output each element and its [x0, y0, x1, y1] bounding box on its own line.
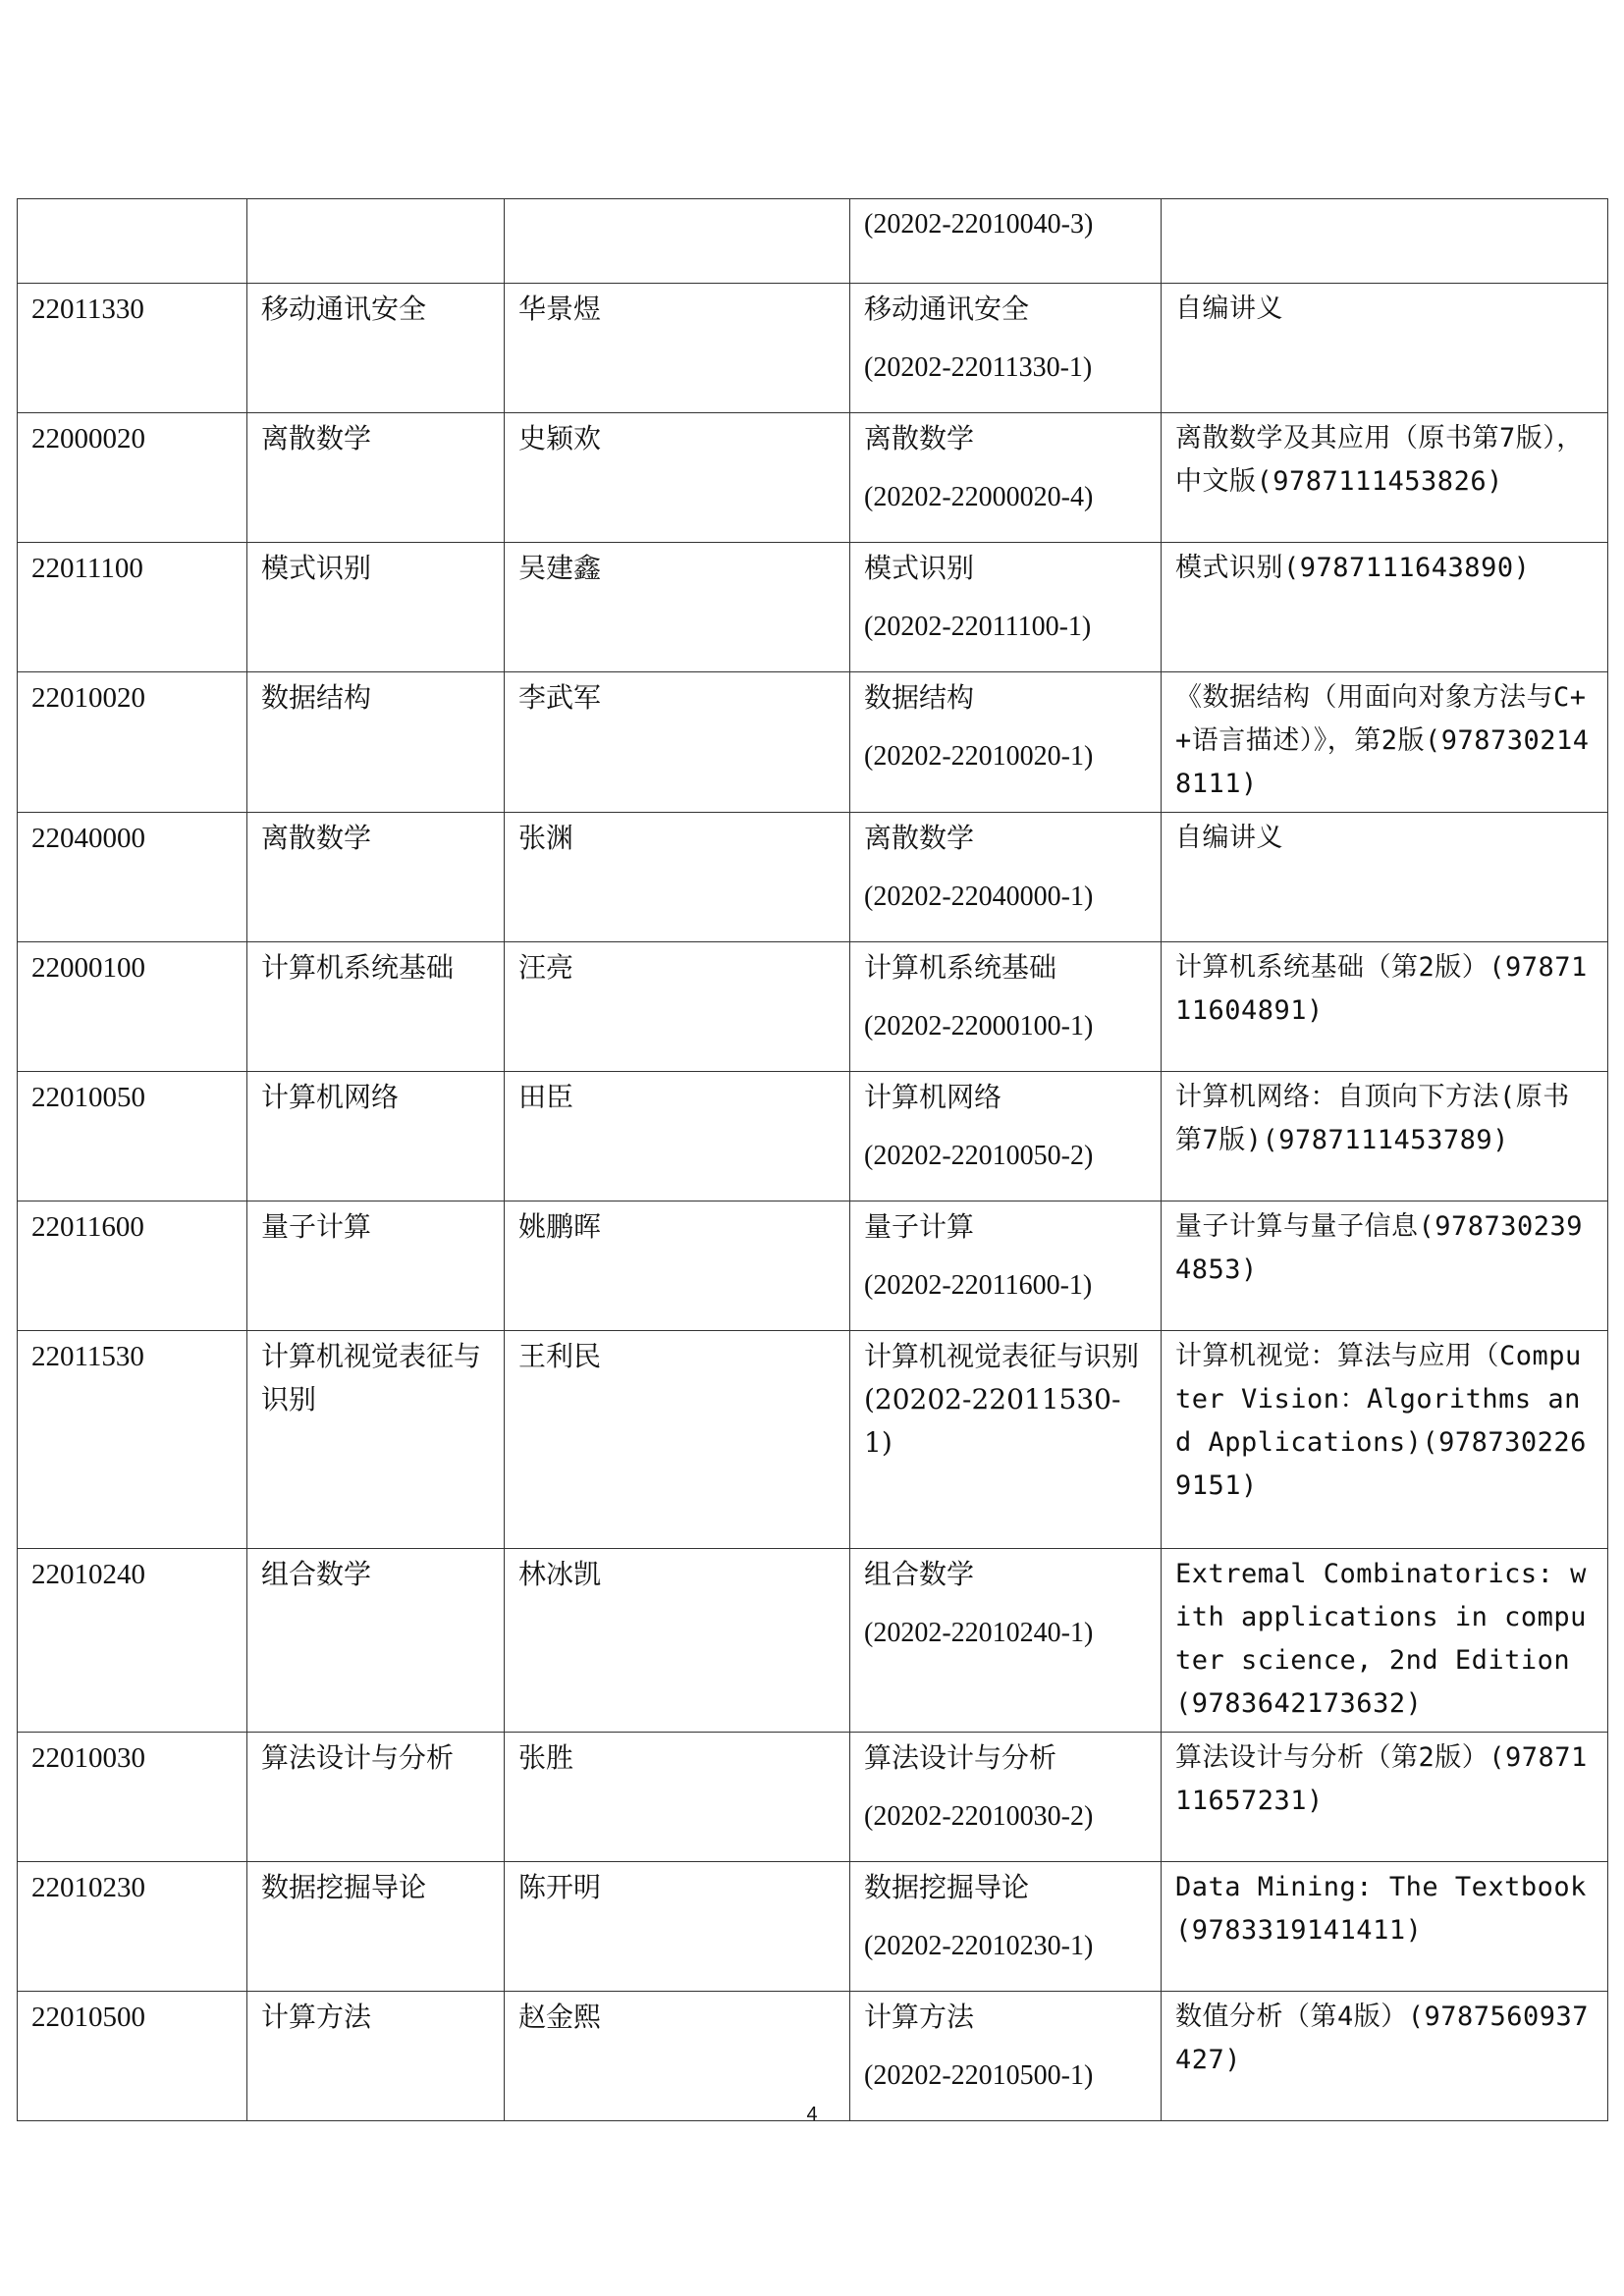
textbook-cell: [1162, 1549, 1608, 1733]
textbook-cell: [1162, 672, 1608, 813]
course-code: 22010500: [31, 2002, 145, 2033]
course-code-cell: [18, 813, 247, 942]
course-code-cell: [18, 1331, 247, 1549]
textbook-title: 《数据结构（用面向对象方法与C++语言描述）》，第2版(9787302148111): [1175, 682, 1590, 799]
course-code-cell: [18, 1072, 247, 1201]
course-name: 数据挖掘导论: [261, 1871, 427, 1903]
table-row: [18, 284, 1608, 413]
section-cell: [850, 813, 1162, 942]
course-name-cell: [247, 942, 505, 1072]
teacher-name: 李武军: [518, 681, 602, 714]
section-code: (20202-22010040-3): [864, 209, 1094, 240]
course-code: 22040000: [31, 823, 145, 854]
section-cell: [850, 543, 1162, 672]
section-name: 数据结构: [864, 681, 975, 714]
table-body: [18, 199, 1608, 2121]
table-row: [18, 1201, 1608, 1331]
section-name: 数据挖掘导论: [864, 1871, 1030, 1903]
teacher-cell: [505, 543, 850, 672]
textbook-cell: [1162, 543, 1608, 672]
section-cell: [850, 1201, 1162, 1331]
course-name: 计算机视觉表征与识别: [261, 1340, 482, 1415]
course-code: 22010020: [31, 682, 145, 714]
textbook-title: 算法设计与分析（第2版）(9787111657231): [1175, 1742, 1588, 1816]
section-name: 计算机系统基础: [864, 951, 1057, 984]
section-cell: [850, 1549, 1162, 1733]
textbook-cell: [1162, 413, 1608, 543]
table-row: [18, 413, 1608, 543]
section-code: (20202-22000020-4): [864, 482, 1094, 512]
course-code: 22011330: [31, 294, 144, 325]
course-name-cell: [247, 543, 505, 672]
course-name-cell: [247, 813, 505, 942]
teacher-name: 姚鹏晖: [518, 1210, 602, 1243]
section-code: (20202-22010050-2): [864, 1141, 1094, 1171]
course-code-cell: [18, 413, 247, 543]
course-name-cell: [247, 1992, 505, 2121]
section-name: 离散数学: [864, 422, 975, 454]
teacher-cell: [505, 1549, 850, 1733]
textbook-title: Data Mining: The Textbook(9783319141411): [1175, 1872, 1587, 1946]
textbook-cell: [1162, 284, 1608, 413]
section-code: (20202-22000100-1): [864, 1011, 1094, 1041]
section-name: 离散数学: [864, 822, 975, 854]
course-code: 22011100: [31, 553, 143, 584]
course-code-cell: [18, 1549, 247, 1733]
section-name: 模式识别: [864, 552, 975, 584]
course-name: 计算机网络: [261, 1081, 400, 1113]
section-cell: [850, 672, 1162, 813]
course-code-cell: [18, 672, 247, 813]
section-cell: [850, 199, 1162, 284]
table-row: [18, 1992, 1608, 2121]
course-code: 22011600: [31, 1211, 144, 1243]
section-name: 计算方法: [864, 2001, 975, 2033]
course-code-cell: [18, 543, 247, 672]
course-name-cell: [247, 284, 505, 413]
teacher-name: 张胜: [518, 1741, 574, 1774]
teacher-cell: [505, 1862, 850, 1992]
course-name: 移动通讯安全: [261, 293, 427, 325]
course-code-cell: [18, 942, 247, 1072]
section-code: (20202-22010030-2): [864, 1801, 1094, 1832]
section-info: [850, 284, 1161, 396]
section-cell: [850, 942, 1162, 1072]
section-cell: [850, 1733, 1162, 1862]
textbook-title: [1162, 199, 1607, 209]
course-code: 22010240: [31, 1559, 145, 1590]
course-name: 计算方法: [261, 2001, 372, 2033]
teacher-name: 张渊: [518, 822, 574, 854]
section-info: [850, 1072, 1161, 1184]
teacher-cell: [505, 1072, 850, 1201]
textbook-cell: [1162, 813, 1608, 942]
teacher-name: 林冰凯: [518, 1558, 602, 1590]
course-name: 离散数学: [261, 822, 372, 854]
teacher-cell: [505, 813, 850, 942]
course-code-cell: [18, 1992, 247, 2121]
table-row: [18, 813, 1608, 942]
section-info: [850, 1862, 1161, 1974]
textbook-cell: [1162, 199, 1608, 284]
teacher-name: 华景煜: [518, 293, 602, 325]
teacher-cell: [505, 1201, 850, 1331]
course-name: 算法设计与分析: [261, 1741, 455, 1774]
section-name: 移动通讯安全: [864, 293, 1030, 325]
teacher-cell: [505, 284, 850, 413]
textbook-cell: [1162, 942, 1608, 1072]
course-textbook-table-container: [17, 198, 1607, 2121]
section-info: [850, 199, 1161, 252]
section-code: (20202-22011600-1): [864, 1270, 1093, 1301]
textbook-cell: [1162, 1733, 1608, 1862]
teacher-name: 赵金熙: [518, 2001, 602, 2033]
course-code: 22011530: [31, 1341, 144, 1372]
textbook-cell: [1162, 1992, 1608, 2121]
table-row: [18, 1862, 1608, 1992]
section-info: [850, 1331, 1161, 1470]
textbook-title: 计算机系统基础（第2版）(9787111604891): [1175, 952, 1588, 1026]
teacher-cell: [505, 1331, 850, 1549]
table-row: [18, 1549, 1608, 1733]
textbook-cell: [1162, 1862, 1608, 1992]
textbook-title: 计算机视觉：算法与应用（Computer Vision：Algorithms and Applications)(9787302269151): [1175, 1341, 1587, 1501]
course-name-cell: [247, 1862, 505, 1992]
teacher-name: 田臣: [518, 1081, 574, 1113]
teacher-name: 汪亮: [518, 951, 574, 984]
teacher-cell: [505, 672, 850, 813]
section-info: [850, 1201, 1161, 1313]
textbook-title: 数值分析（第4版）(9787560937427): [1175, 2002, 1590, 2075]
textbook-title: 量子计算与量子信息(9787302394853): [1175, 1211, 1584, 1285]
course-code-cell: [18, 1201, 247, 1331]
section-info: [850, 1992, 1161, 2104]
textbook-cell: [1162, 1201, 1608, 1331]
textbook-title: 离散数学及其应用（原书第7版），中文版(9787111453826): [1175, 423, 1584, 497]
textbook-title: 自编讲义: [1175, 823, 1283, 853]
page-number: 4: [806, 2104, 818, 2125]
teacher-name: 史颖欢: [518, 422, 602, 454]
textbook-title: 自编讲义: [1175, 294, 1283, 324]
textbook-title: 模式识别(9787111643890): [1175, 553, 1531, 583]
teacher-cell: [505, 1992, 850, 2121]
table-row: [18, 1733, 1608, 1862]
course-code: 22000020: [31, 423, 145, 454]
section-info: [850, 942, 1161, 1054]
course-name-cell: [247, 199, 505, 284]
course-code: 22010030: [31, 1742, 145, 1774]
course-name-cell: [247, 672, 505, 813]
section-info: [850, 413, 1161, 525]
section-code: (20202-22010240-1): [864, 1618, 1094, 1648]
section-cell: [850, 284, 1162, 413]
course-name-cell: [247, 413, 505, 543]
section-info: [850, 672, 1161, 784]
course-name-cell: [247, 1733, 505, 1862]
course-code-cell: [18, 1733, 247, 1862]
textbook-cell: [1162, 1072, 1608, 1201]
course-name: 组合数学: [261, 1558, 372, 1590]
course-name-cell: [247, 1549, 505, 1733]
course-name: 量子计算: [261, 1210, 372, 1243]
section-code: (20202-22040000-1): [864, 881, 1094, 912]
section-name: 计算机网络: [864, 1081, 1002, 1113]
course-name: 数据结构: [261, 681, 372, 714]
course-code-cell: [18, 284, 247, 413]
course-name: 模式识别: [261, 552, 372, 584]
textbook-title: Extremal Combinatorics: with applications in computer science, 2nd Edition(9783642173632): [1175, 1559, 1587, 1719]
section-code: (20202-22010230-1): [864, 1931, 1094, 1961]
section-code: (20202-22010020-1): [864, 741, 1094, 772]
teacher-cell: [505, 1733, 850, 1862]
course-textbook-table: [17, 198, 1608, 2121]
course-code: 22010050: [31, 1082, 145, 1113]
table-row: [18, 543, 1608, 672]
course-code-cell: [18, 1862, 247, 1992]
teacher-cell: [505, 413, 850, 543]
section-cell: [850, 1072, 1162, 1201]
section-cell: [850, 1992, 1162, 2121]
table-row: [18, 672, 1608, 813]
section-code: (20202-22010500-1): [864, 2060, 1094, 2091]
textbook-title: 计算机网络：自顶向下方法(原书第7版)(9787111453789): [1175, 1082, 1570, 1155]
course-name-cell: [247, 1201, 505, 1331]
teacher-cell: [505, 942, 850, 1072]
course-name: 计算机系统基础: [261, 951, 455, 984]
course-code: [18, 199, 246, 209]
section-name: 计算机视觉表征与识别(20202-22011530-1): [864, 1340, 1140, 1459]
section-name: 量子计算: [864, 1210, 975, 1243]
table-row: [18, 1331, 1608, 1549]
teacher-name: 吴建鑫: [518, 552, 602, 584]
section-cell: [850, 413, 1162, 543]
teacher-name: 陈开明: [518, 1871, 602, 1903]
section-info: [850, 1733, 1161, 1844]
section-cell: [850, 1331, 1162, 1549]
course-code: 22010230: [31, 1872, 145, 1903]
course-name: 离散数学: [261, 422, 372, 454]
section-info: [850, 1549, 1161, 1661]
teacher-name: 王利民: [518, 1340, 602, 1372]
table-row: [18, 942, 1608, 1072]
section-info: [850, 813, 1161, 925]
course-code-cell: [18, 199, 247, 284]
course-name-cell: [247, 1072, 505, 1201]
textbook-cell: [1162, 1331, 1608, 1549]
table-row: [18, 199, 1608, 284]
table-row: [18, 1072, 1608, 1201]
section-cell: [850, 1862, 1162, 1992]
section-code: (20202-22011330-1): [864, 352, 1093, 383]
section-info: [850, 543, 1161, 655]
course-code: 22000100: [31, 952, 145, 984]
course-name-cell: [247, 1331, 505, 1549]
course-name: [247, 199, 504, 209]
teacher-name: [505, 199, 849, 209]
section-code: (20202-22011100-1): [864, 612, 1092, 642]
section-name: 组合数学: [864, 1558, 975, 1590]
section-name: 算法设计与分析: [864, 1741, 1057, 1774]
teacher-cell: [505, 199, 850, 284]
